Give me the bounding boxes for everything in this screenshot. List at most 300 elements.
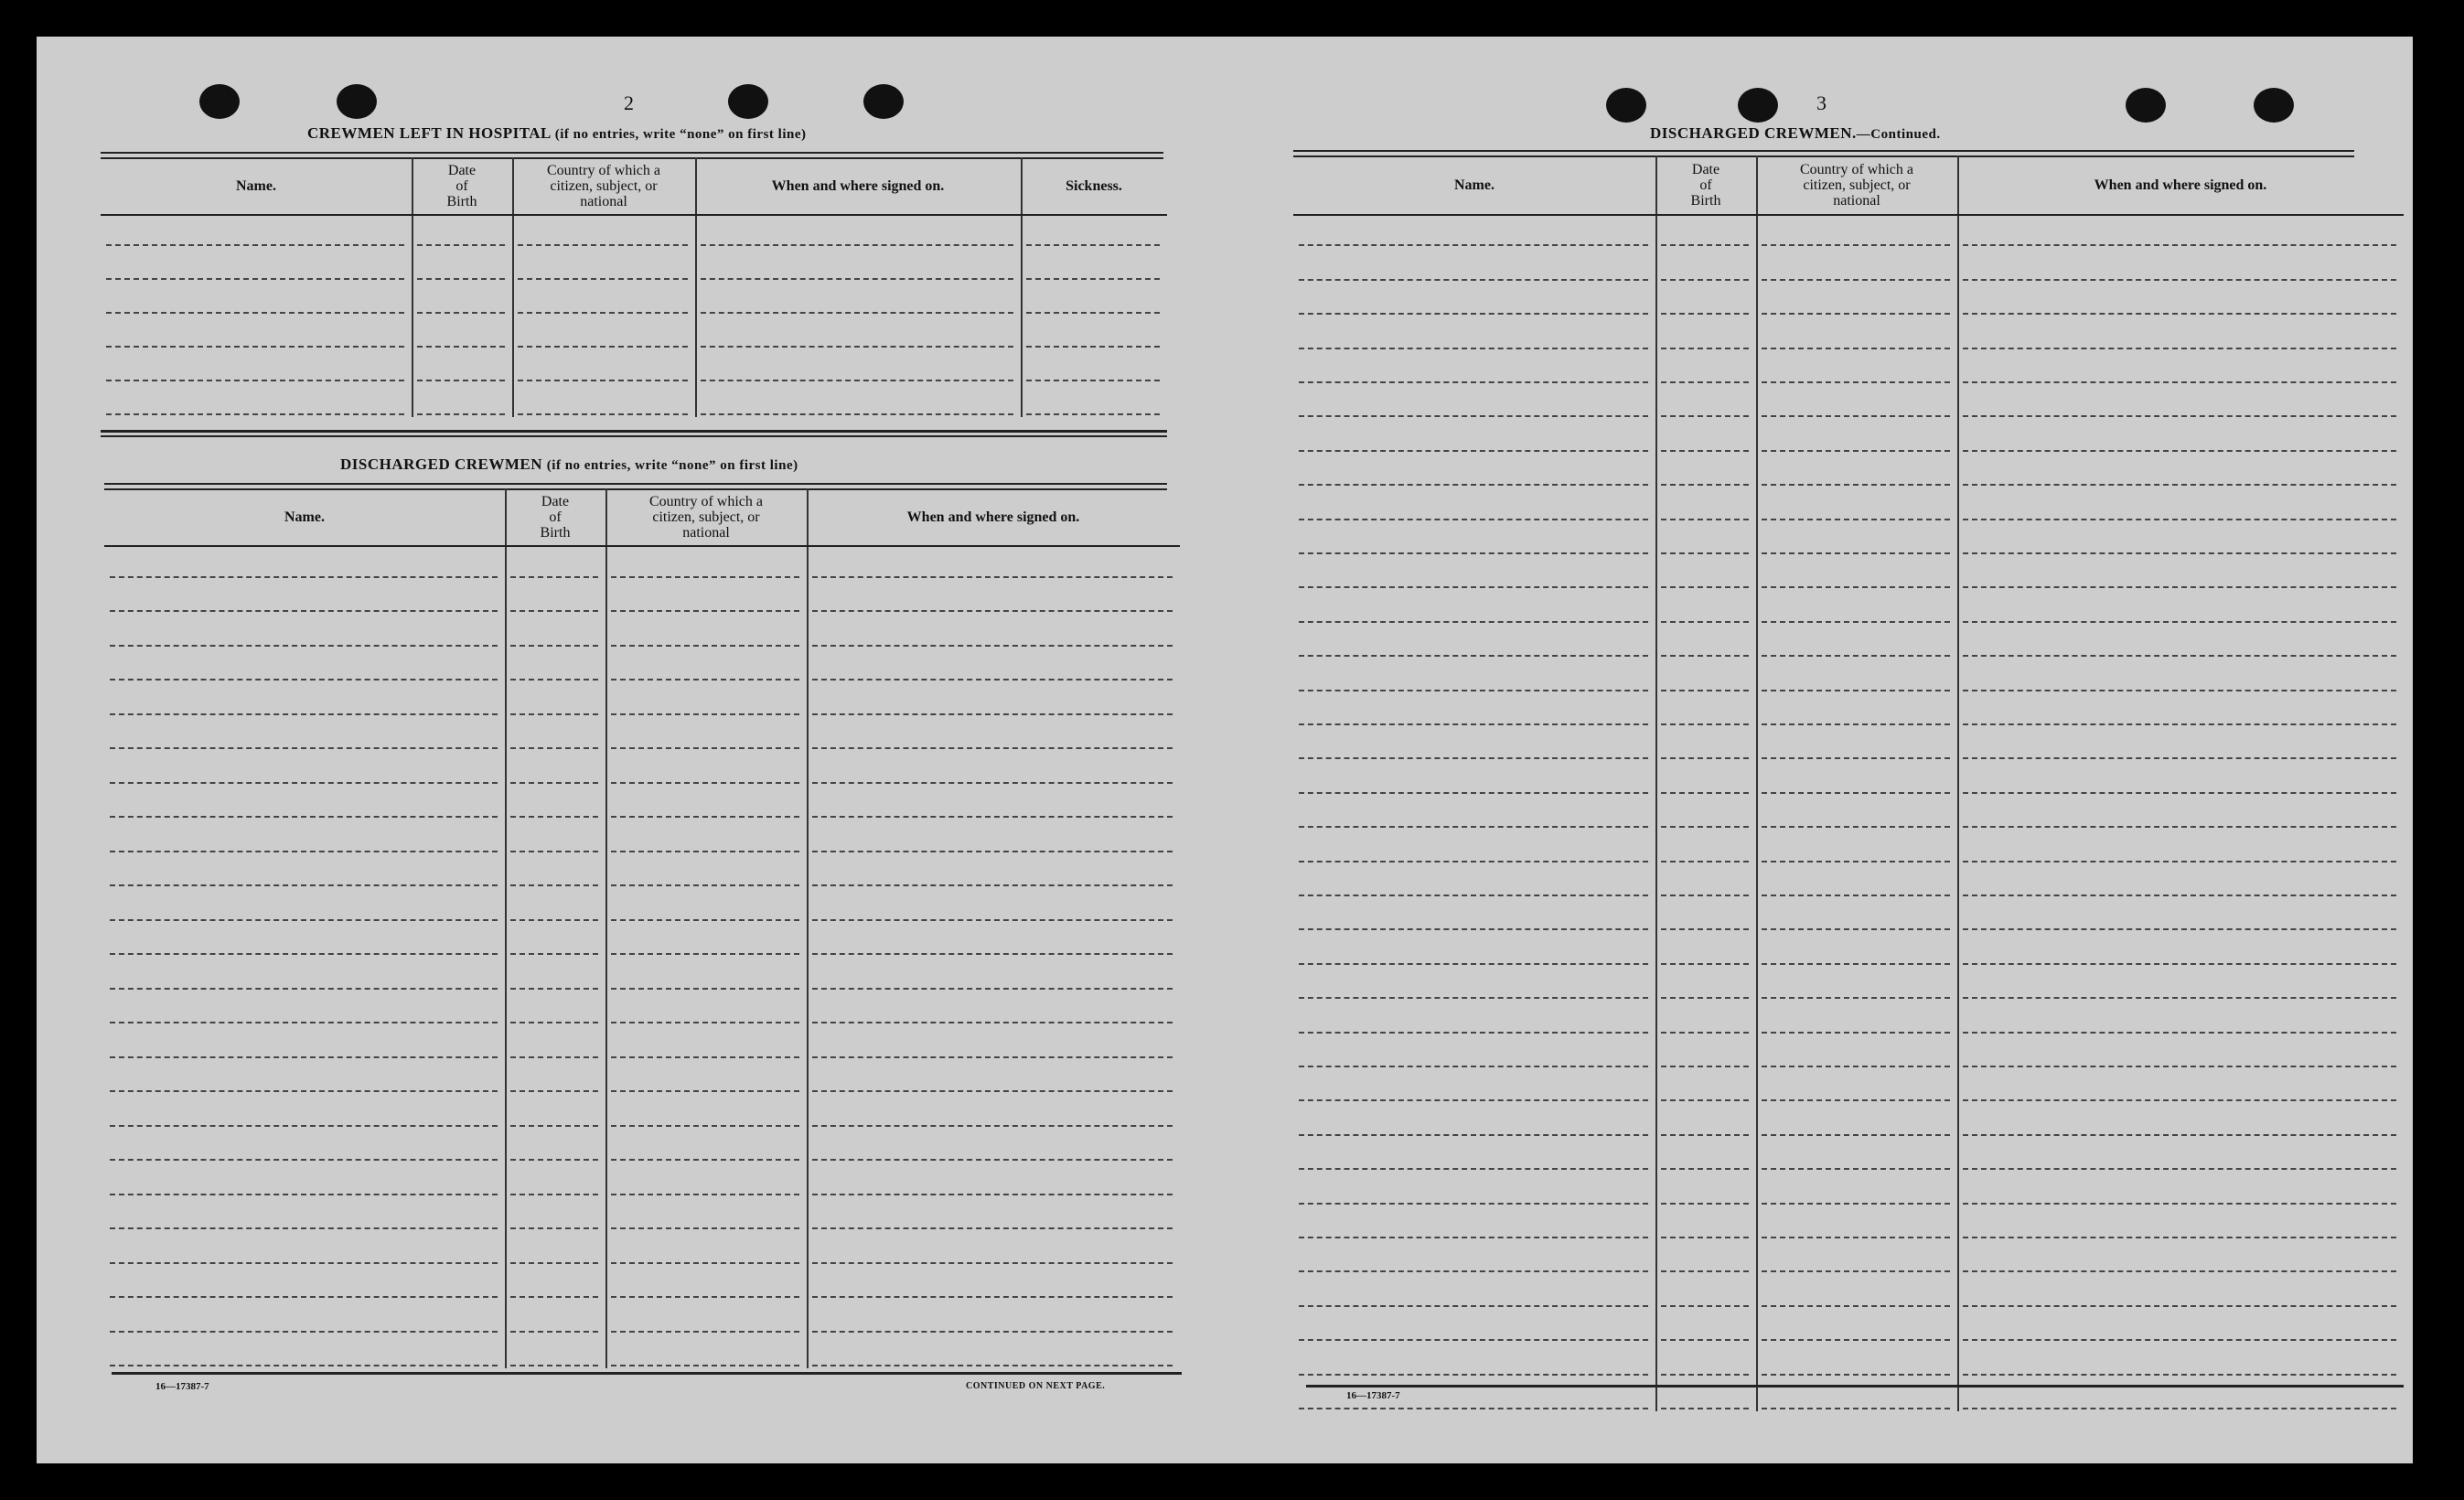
entry-line[interactable] — [611, 782, 799, 784]
entry-line[interactable] — [110, 679, 498, 680]
entry-line[interactable] — [417, 244, 505, 246]
entry-line[interactable] — [106, 380, 404, 381]
entry-line[interactable] — [110, 576, 498, 578]
entry-line[interactable] — [1963, 415, 2396, 417]
entry-line[interactable] — [1762, 348, 1950, 349]
entry-line[interactable] — [812, 1022, 1173, 1023]
entry-line[interactable] — [611, 1365, 799, 1366]
entry-line[interactable] — [110, 1365, 498, 1366]
entry-line[interactable] — [1762, 928, 1950, 930]
entry-line[interactable] — [611, 576, 799, 578]
entry-line[interactable] — [611, 884, 799, 886]
entry-line[interactable] — [1762, 895, 1950, 896]
entry-line[interactable] — [812, 1090, 1173, 1092]
entry-line[interactable] — [1762, 861, 1950, 862]
entry-line[interactable] — [510, 1262, 598, 1264]
entry-line[interactable] — [510, 645, 598, 647]
column-header: Date of Birth — [446, 162, 477, 209]
entry-line[interactable] — [1661, 1237, 1749, 1238]
entry-line[interactable] — [1762, 1203, 1950, 1205]
entry-line[interactable] — [1299, 861, 1648, 862]
entry-line[interactable] — [1762, 519, 1950, 520]
entry-line[interactable] — [110, 1227, 498, 1229]
entry-line[interactable] — [1963, 348, 2396, 349]
entry-line[interactable] — [510, 851, 598, 852]
punch-hole — [2254, 88, 2294, 123]
entry-line[interactable] — [510, 1090, 598, 1092]
column-divider — [1021, 157, 1023, 417]
entry-line[interactable] — [106, 413, 404, 415]
entry-line[interactable] — [1299, 757, 1648, 759]
entry-line[interactable] — [611, 1296, 799, 1298]
entry-line[interactable] — [1661, 484, 1749, 486]
entry-line[interactable] — [1299, 723, 1648, 725]
entry-line[interactable] — [1661, 1168, 1749, 1170]
entry-line[interactable] — [611, 1262, 799, 1264]
entry-line[interactable] — [1762, 690, 1950, 691]
entry-line[interactable] — [812, 645, 1173, 647]
right-discharged-table — [1293, 155, 2404, 1385]
column-divider — [512, 157, 514, 417]
entry-line[interactable] — [611, 851, 799, 852]
entry-line[interactable] — [110, 1125, 498, 1127]
entry-line[interactable] — [812, 816, 1173, 818]
entry-line[interactable] — [1026, 380, 1160, 381]
entry-line[interactable] — [1963, 690, 2396, 691]
entry-line[interactable] — [518, 346, 688, 348]
entry-line[interactable] — [1762, 1134, 1950, 1136]
entry-line[interactable] — [701, 413, 1013, 415]
entry-line[interactable] — [1299, 690, 1648, 691]
entry-line[interactable] — [1299, 826, 1648, 828]
entry-line[interactable] — [518, 278, 688, 280]
entry-line[interactable] — [1661, 1339, 1749, 1341]
entry-line[interactable] — [1299, 895, 1648, 896]
entry-line[interactable] — [611, 1227, 799, 1229]
entry-line[interactable] — [510, 1194, 598, 1195]
entry-line[interactable] — [110, 851, 498, 852]
entry-line[interactable] — [518, 380, 688, 381]
entry-line[interactable] — [701, 380, 1013, 381]
entry-line[interactable] — [812, 713, 1173, 715]
entry-line[interactable] — [1762, 655, 1950, 657]
entry-line[interactable] — [1963, 1408, 2396, 1409]
entry-line[interactable] — [1026, 278, 1160, 280]
entry-line[interactable] — [1299, 1099, 1648, 1101]
entry-line[interactable] — [1661, 1066, 1749, 1067]
entry-line[interactable] — [1299, 1168, 1648, 1170]
entry-line[interactable] — [1299, 415, 1648, 417]
entry-line[interactable] — [611, 988, 799, 990]
entry-line[interactable] — [1762, 792, 1950, 794]
entry-line[interactable] — [812, 679, 1173, 680]
entry-line[interactable] — [1963, 621, 2396, 623]
entry-line[interactable] — [611, 645, 799, 647]
entry-line[interactable] — [1661, 348, 1749, 349]
entry-line[interactable] — [110, 1331, 498, 1333]
entry-line[interactable] — [1299, 586, 1648, 588]
entry-line[interactable] — [1762, 723, 1950, 725]
entry-line[interactable] — [1762, 415, 1950, 417]
entry-line[interactable] — [611, 816, 799, 818]
entry-line[interactable] — [110, 919, 498, 921]
entry-line[interactable] — [1963, 1374, 2396, 1376]
entry-line[interactable] — [1661, 1134, 1749, 1136]
entry-line[interactable] — [1762, 1237, 1950, 1238]
punch-hole — [337, 84, 377, 119]
hospital-table — [101, 157, 1167, 432]
entry-line[interactable] — [1762, 484, 1950, 486]
entry-line[interactable] — [510, 1365, 598, 1366]
entry-line[interactable] — [611, 713, 799, 715]
entry-line[interactable] — [812, 1365, 1173, 1366]
entry-line[interactable] — [812, 1159, 1173, 1161]
entry-line[interactable] — [1026, 244, 1160, 246]
column-header: Name. — [1454, 177, 1494, 193]
entry-line[interactable] — [1661, 1032, 1749, 1034]
entry-line[interactable] — [1299, 997, 1648, 999]
entry-line[interactable] — [110, 1022, 498, 1023]
entry-line[interactable] — [110, 953, 498, 955]
entry-line[interactable] — [1661, 1270, 1749, 1272]
entry-line[interactable] — [1661, 586, 1749, 588]
column-header: When and where signed on. — [906, 509, 1080, 525]
entry-line[interactable] — [110, 816, 498, 818]
entry-line[interactable] — [1661, 690, 1749, 691]
entry-line[interactable] — [1299, 1134, 1648, 1136]
punch-hole — [2126, 88, 2166, 123]
column-divider — [505, 488, 507, 1368]
entry-line[interactable] — [1963, 1305, 2396, 1307]
entry-line[interactable] — [812, 953, 1173, 955]
entry-line[interactable] — [106, 312, 404, 314]
column-header: When and where signed on. — [771, 177, 945, 194]
column-divider — [807, 488, 809, 1368]
entry-line[interactable] — [701, 278, 1013, 280]
entry-line[interactable] — [812, 851, 1173, 852]
entry-line[interactable] — [106, 346, 404, 348]
entry-line[interactable] — [110, 1194, 498, 1195]
entry-line[interactable] — [812, 884, 1173, 886]
entry-line[interactable] — [1762, 1374, 1950, 1376]
hospital-title-text: CREWMEN LEFT IN HOSPITAL — [307, 124, 551, 142]
entry-line[interactable] — [611, 953, 799, 955]
entry-line[interactable] — [510, 919, 598, 921]
entry-line[interactable] — [812, 1262, 1173, 1264]
entry-line[interactable] — [1963, 519, 2396, 520]
entry-line[interactable] — [1963, 1032, 2396, 1034]
entry-line[interactable] — [110, 884, 498, 886]
entry-line[interactable] — [1963, 1066, 2396, 1067]
entry-line[interactable] — [1762, 313, 1950, 315]
entry-line[interactable] — [1963, 895, 2396, 896]
entry-line[interactable] — [1661, 861, 1749, 862]
entry-line[interactable] — [510, 576, 598, 578]
entry-line[interactable] — [611, 610, 799, 612]
entry-line[interactable] — [812, 988, 1173, 990]
form-code-right: 16—17387-7 — [1346, 1390, 1400, 1401]
entry-line[interactable] — [1299, 552, 1648, 554]
entry-line[interactable] — [510, 884, 598, 886]
entry-line[interactable] — [1661, 313, 1749, 315]
entry-line[interactable] — [510, 1125, 598, 1127]
entry-line[interactable] — [1661, 621, 1749, 623]
hospital-bottom-rule-2 — [101, 435, 1167, 437]
entry-line[interactable] — [1762, 552, 1950, 554]
entry-line[interactable] — [1299, 621, 1648, 623]
entry-line[interactable] — [1661, 244, 1749, 246]
entry-line[interactable] — [1963, 1168, 2396, 1170]
entry-line[interactable] — [1963, 723, 2396, 725]
entry-line[interactable] — [611, 747, 799, 749]
entry-line[interactable] — [1299, 1374, 1648, 1376]
entry-line[interactable] — [1963, 655, 2396, 657]
entry-line[interactable] — [1762, 1339, 1950, 1341]
entry-line[interactable] — [1026, 413, 1160, 415]
entry-line[interactable] — [1963, 1237, 2396, 1238]
entry-line[interactable] — [110, 747, 498, 749]
header-underline — [1293, 214, 2404, 216]
entry-line[interactable] — [812, 610, 1173, 612]
entry-line[interactable] — [611, 1331, 799, 1333]
entry-line[interactable] — [1762, 963, 1950, 965]
entry-line[interactable] — [812, 1331, 1173, 1333]
entry-line[interactable] — [510, 1331, 598, 1333]
entry-line[interactable] — [110, 1296, 498, 1298]
entry-line[interactable] — [1963, 450, 2396, 452]
entry-line[interactable] — [812, 919, 1173, 921]
entry-line[interactable] — [1762, 1066, 1950, 1067]
entry-line[interactable] — [611, 1056, 799, 1058]
entry-line[interactable] — [1963, 963, 2396, 965]
entry-line[interactable] — [812, 576, 1173, 578]
entry-line[interactable] — [110, 610, 498, 612]
entry-line[interactable] — [1299, 928, 1648, 930]
entry-line[interactable] — [417, 312, 505, 314]
column-divider — [695, 157, 697, 417]
entry-line[interactable] — [1963, 1203, 2396, 1205]
entry-line[interactable] — [812, 747, 1173, 749]
column-header: When and where signed on. — [2094, 177, 2267, 193]
hospital-title-note: (if no entries, write “none” on first line) — [554, 127, 807, 142]
entry-line[interactable] — [510, 1296, 598, 1298]
entry-line[interactable] — [1299, 313, 1648, 315]
entry-line[interactable] — [1762, 1032, 1950, 1034]
entry-line[interactable] — [812, 1125, 1173, 1127]
entry-line[interactable] — [510, 713, 598, 715]
entry-line[interactable] — [1299, 1339, 1648, 1341]
entry-line[interactable] — [1762, 997, 1950, 999]
column-divider — [412, 157, 413, 417]
entry-line[interactable] — [1963, 1270, 2396, 1272]
entry-line[interactable] — [510, 1022, 598, 1023]
entry-line[interactable] — [1661, 1408, 1749, 1409]
entry-line[interactable] — [510, 610, 598, 612]
entry-line[interactable] — [1963, 928, 2396, 930]
continued-note: CONTINUED ON NEXT PAGE. — [966, 1381, 1106, 1391]
entry-line[interactable] — [1963, 792, 2396, 794]
discharged-section-title — [340, 455, 798, 474]
entry-line[interactable] — [1963, 484, 2396, 486]
entry-line[interactable] — [1299, 1032, 1648, 1034]
entry-line[interactable] — [1661, 381, 1749, 383]
entry-line[interactable] — [1963, 586, 2396, 588]
entry-line[interactable] — [1661, 826, 1749, 828]
entry-line[interactable] — [417, 278, 505, 280]
entry-line[interactable] — [1661, 415, 1749, 417]
entry-line[interactable] — [812, 1056, 1173, 1058]
entry-line[interactable] — [1762, 1408, 1950, 1409]
entry-line[interactable] — [611, 1125, 799, 1127]
entry-line[interactable] — [1963, 279, 2396, 281]
entry-line[interactable] — [1762, 1270, 1950, 1272]
entry-line[interactable] — [611, 1090, 799, 1092]
entry-line[interactable] — [110, 782, 498, 784]
entry-line[interactable] — [1762, 757, 1950, 759]
entry-line[interactable] — [510, 953, 598, 955]
entry-line[interactable] — [1963, 757, 2396, 759]
entry-line[interactable] — [1762, 1168, 1950, 1170]
entry-line[interactable] — [510, 747, 598, 749]
entry-line[interactable] — [1299, 792, 1648, 794]
entry-line[interactable] — [1963, 552, 2396, 554]
entry-line[interactable] — [110, 713, 498, 715]
entry-line[interactable] — [1963, 244, 2396, 246]
entry-line[interactable] — [611, 1022, 799, 1023]
entry-line[interactable] — [518, 244, 688, 246]
entry-line[interactable] — [812, 1296, 1173, 1298]
entry-line[interactable] — [106, 278, 404, 280]
entry-line[interactable] — [510, 1056, 598, 1058]
entry-line[interactable] — [1299, 450, 1648, 452]
discharged-title-text: DISCHARGED CREWMEN — [340, 455, 543, 473]
entry-line[interactable] — [110, 1090, 498, 1092]
entry-line[interactable] — [518, 312, 688, 314]
entry-line[interactable] — [701, 346, 1013, 348]
entry-line[interactable] — [1299, 655, 1648, 657]
entry-line[interactable] — [1762, 1099, 1950, 1101]
entry-line[interactable] — [701, 244, 1013, 246]
entry-line[interactable] — [1299, 1237, 1648, 1238]
entry-line[interactable] — [1963, 313, 2396, 315]
discharged-table — [104, 488, 1180, 1372]
entry-line[interactable] — [518, 413, 688, 415]
entry-line[interactable] — [1661, 757, 1749, 759]
entry-line[interactable] — [1661, 1099, 1749, 1101]
entry-line[interactable] — [110, 1262, 498, 1264]
entry-line[interactable] — [106, 244, 404, 246]
entry-line[interactable] — [417, 413, 505, 415]
entry-line[interactable] — [510, 988, 598, 990]
entry-line[interactable] — [812, 1227, 1173, 1229]
punch-hole — [1738, 88, 1778, 123]
entry-line[interactable] — [1299, 963, 1648, 965]
punch-hole — [863, 84, 904, 119]
entry-line[interactable] — [611, 919, 799, 921]
entry-line[interactable] — [1299, 484, 1648, 486]
entry-line[interactable] — [1762, 826, 1950, 828]
punch-hole — [199, 84, 240, 119]
entry-line[interactable] — [611, 1194, 799, 1195]
entry-line[interactable] — [812, 782, 1173, 784]
entry-line[interactable] — [1963, 381, 2396, 383]
punch-hole — [728, 84, 768, 119]
entry-line[interactable] — [510, 679, 598, 680]
entry-line[interactable] — [1963, 1099, 2396, 1101]
entry-line[interactable] — [1299, 1408, 1648, 1409]
entry-line[interactable] — [1299, 348, 1648, 349]
entry-line[interactable] — [1299, 244, 1648, 246]
entry-line[interactable] — [1963, 861, 2396, 862]
entry-line[interactable] — [1299, 519, 1648, 520]
entry-line[interactable] — [1661, 655, 1749, 657]
entry-line[interactable] — [1661, 519, 1749, 520]
entry-line[interactable] — [611, 1159, 799, 1161]
entry-line[interactable] — [1661, 723, 1749, 725]
entry-line[interactable] — [510, 1227, 598, 1229]
entry-line[interactable] — [1762, 381, 1950, 383]
entry-line[interactable] — [1299, 279, 1648, 281]
entry-line[interactable] — [1762, 450, 1950, 452]
entry-line[interactable] — [110, 1056, 498, 1058]
entry-line[interactable] — [1762, 244, 1950, 246]
entry-line[interactable] — [510, 782, 598, 784]
entry-line[interactable] — [417, 346, 505, 348]
entry-line[interactable] — [1762, 279, 1950, 281]
entry-line[interactable] — [1963, 1339, 2396, 1341]
entry-line[interactable] — [1299, 381, 1648, 383]
discharged-bottom-rule — [112, 1372, 1182, 1375]
entry-line[interactable] — [1661, 1305, 1749, 1307]
entry-line[interactable] — [1762, 621, 1950, 623]
entry-line[interactable] — [1661, 279, 1749, 281]
hospital-bottom-rule — [101, 430, 1167, 433]
entry-line[interactable] — [812, 1194, 1173, 1195]
entry-line[interactable] — [1963, 1134, 2396, 1136]
entry-line[interactable] — [1661, 997, 1749, 999]
entry-line[interactable] — [1026, 312, 1160, 314]
entry-line[interactable] — [510, 1159, 598, 1161]
entry-line[interactable] — [1661, 1203, 1749, 1205]
entry-line[interactable] — [510, 816, 598, 818]
entry-line[interactable] — [701, 312, 1013, 314]
entry-line[interactable] — [110, 1159, 498, 1161]
entry-line[interactable] — [1762, 1305, 1950, 1307]
entry-line[interactable] — [110, 988, 498, 990]
entry-line[interactable] — [1963, 997, 2396, 999]
entry-line[interactable] — [1661, 1374, 1749, 1376]
column-header: Country of which a citizen, subject, or national — [649, 493, 763, 541]
entry-line[interactable] — [1762, 586, 1950, 588]
entry-line[interactable] — [1661, 792, 1749, 794]
entry-line[interactable] — [1026, 346, 1160, 348]
column-header: Date of Birth — [540, 493, 571, 541]
entry-line[interactable] — [1661, 895, 1749, 896]
entry-line[interactable] — [1963, 826, 2396, 828]
discharged-title-note: (if no entries, write “none” on first line) — [546, 458, 798, 473]
entry-line[interactable] — [1661, 963, 1749, 965]
entry-line[interactable] — [1661, 552, 1749, 554]
entry-line[interactable] — [611, 679, 799, 680]
entry-line[interactable] — [1299, 1066, 1648, 1067]
entry-line[interactable] — [1661, 450, 1749, 452]
entry-line[interactable] — [110, 645, 498, 647]
entry-line[interactable] — [1299, 1203, 1648, 1205]
entry-line[interactable] — [417, 380, 505, 381]
entry-line[interactable] — [1299, 1305, 1648, 1307]
entry-line[interactable] — [1299, 1270, 1648, 1272]
entry-line[interactable] — [1661, 928, 1749, 930]
